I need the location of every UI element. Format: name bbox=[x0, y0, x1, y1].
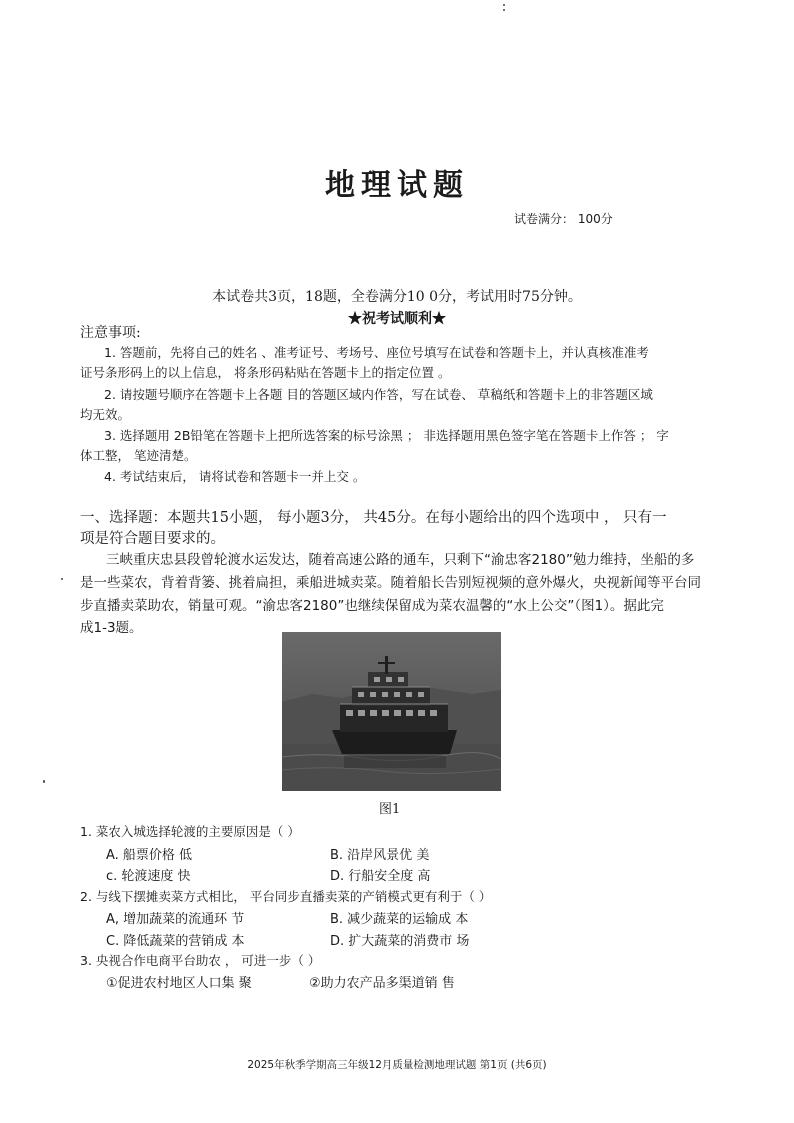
section-heading: 一、选择题：本题共15小题， 每小题3分， 共45分。在每小题给出的四个选项中 ， 只有一 bbox=[80, 510, 667, 526]
notice-item: 2. 请按题号顺序在答题卡上各题 目的答题区域内作答，写在试卷、 草稿纸和答题卡上的非答题区域 bbox=[104, 387, 653, 402]
question-stem: 2. 与线下摆摊卖菜方式相比， 平台同步直播卖菜的产销模式更有利于（ ） bbox=[80, 889, 492, 904]
full-score-label: 试卷满分： 100分 bbox=[514, 212, 613, 226]
notice-item: 4. 考试结束后， 请将试卷和答题卡一并上交 。 bbox=[104, 469, 366, 484]
option-a: A, 增加蔬菜的流通环 节 bbox=[106, 912, 245, 927]
scan-speck bbox=[503, 9, 505, 11]
notice-item: 3. 选择题用 2B铅笔在答题卡上把所选答案的标号涂黑 ； 非选择题用黑色签字笔在答题卡上作答 ； 字 bbox=[104, 428, 669, 443]
page-title: 地理试题 bbox=[325, 168, 469, 203]
good-luck-line: ★祝考试顺利★ bbox=[348, 311, 446, 327]
option-b: B. 减少蔬菜的运输成 本 bbox=[330, 912, 469, 927]
question-stem: 1. 菜农入城选择轮渡的主要原因是（ ） bbox=[80, 824, 300, 839]
exam-intro: 本试卷共3页，18题，全卷满分10 0分，考试用时75分钟。 bbox=[212, 289, 582, 305]
figure-caption: 图1 bbox=[379, 802, 401, 817]
option-c: C. 降低蔬菜的营销成 本 bbox=[106, 934, 245, 949]
page-footer: 2025年秋季学期高三年级12月质量检测地理试题 第1页 (共6页) bbox=[247, 1059, 547, 1071]
option-2: ②助力农产品多渠道销 售 bbox=[309, 976, 455, 991]
scan-speck bbox=[61, 578, 63, 580]
ferry-photo bbox=[282, 632, 501, 791]
section-heading-continuation: 项是符合题目要求的。 bbox=[80, 531, 225, 547]
option-c: c. 轮渡速度 快 bbox=[106, 869, 191, 884]
scan-speck bbox=[43, 780, 45, 783]
notice-item-continuation: 均无效。 bbox=[80, 407, 131, 422]
option-b: B. 沿岸风景优 美 bbox=[330, 848, 430, 863]
option-d: D. 扩大蔬菜的消费市 场 bbox=[330, 934, 470, 949]
passage-line: 步直播卖菜助农，销量可观。“渝忠客2180”也继续保留成为菜农温馨的“水上公交”（图1）。据此完 bbox=[80, 598, 664, 614]
passage-line: 成1-3题。 bbox=[80, 620, 143, 636]
notice-item: 1. 答题前，先将自己的姓名 、准考证号、考场号、座位号填写在试卷和答题卡上，并认真核准准考 bbox=[104, 345, 649, 360]
question-stem: 3. 央视合作电商平台助农 ， 可进一步（ ） bbox=[80, 953, 321, 968]
notice-item-continuation: 体工整， 笔迹清楚。 bbox=[80, 448, 197, 463]
notice-item-continuation: 证号条形码上的以上信息， 将条形码粘贴在答题卡上的指定位置 。 bbox=[80, 365, 451, 380]
passage-line: 是一些菜农，背着背篓、挑着扁担，乘船进城卖菜。随着船长告别短视频的意外爆火，央视新闻等平台同 bbox=[80, 575, 701, 591]
notice-heading: 注意事项: bbox=[80, 325, 141, 341]
option-1: ①促进农村地区人口集 聚 bbox=[106, 976, 252, 991]
option-d: D. 行船安全度 高 bbox=[330, 869, 431, 884]
option-a: A. 船票价格 低 bbox=[106, 848, 193, 863]
scan-speck bbox=[503, 4, 505, 6]
passage-line: 三峡重庆忠县段曾轮渡水运发达，随着高速公路的通车，只剩下“渝忠客2180”勉力维持，坐船的多 bbox=[106, 552, 695, 568]
